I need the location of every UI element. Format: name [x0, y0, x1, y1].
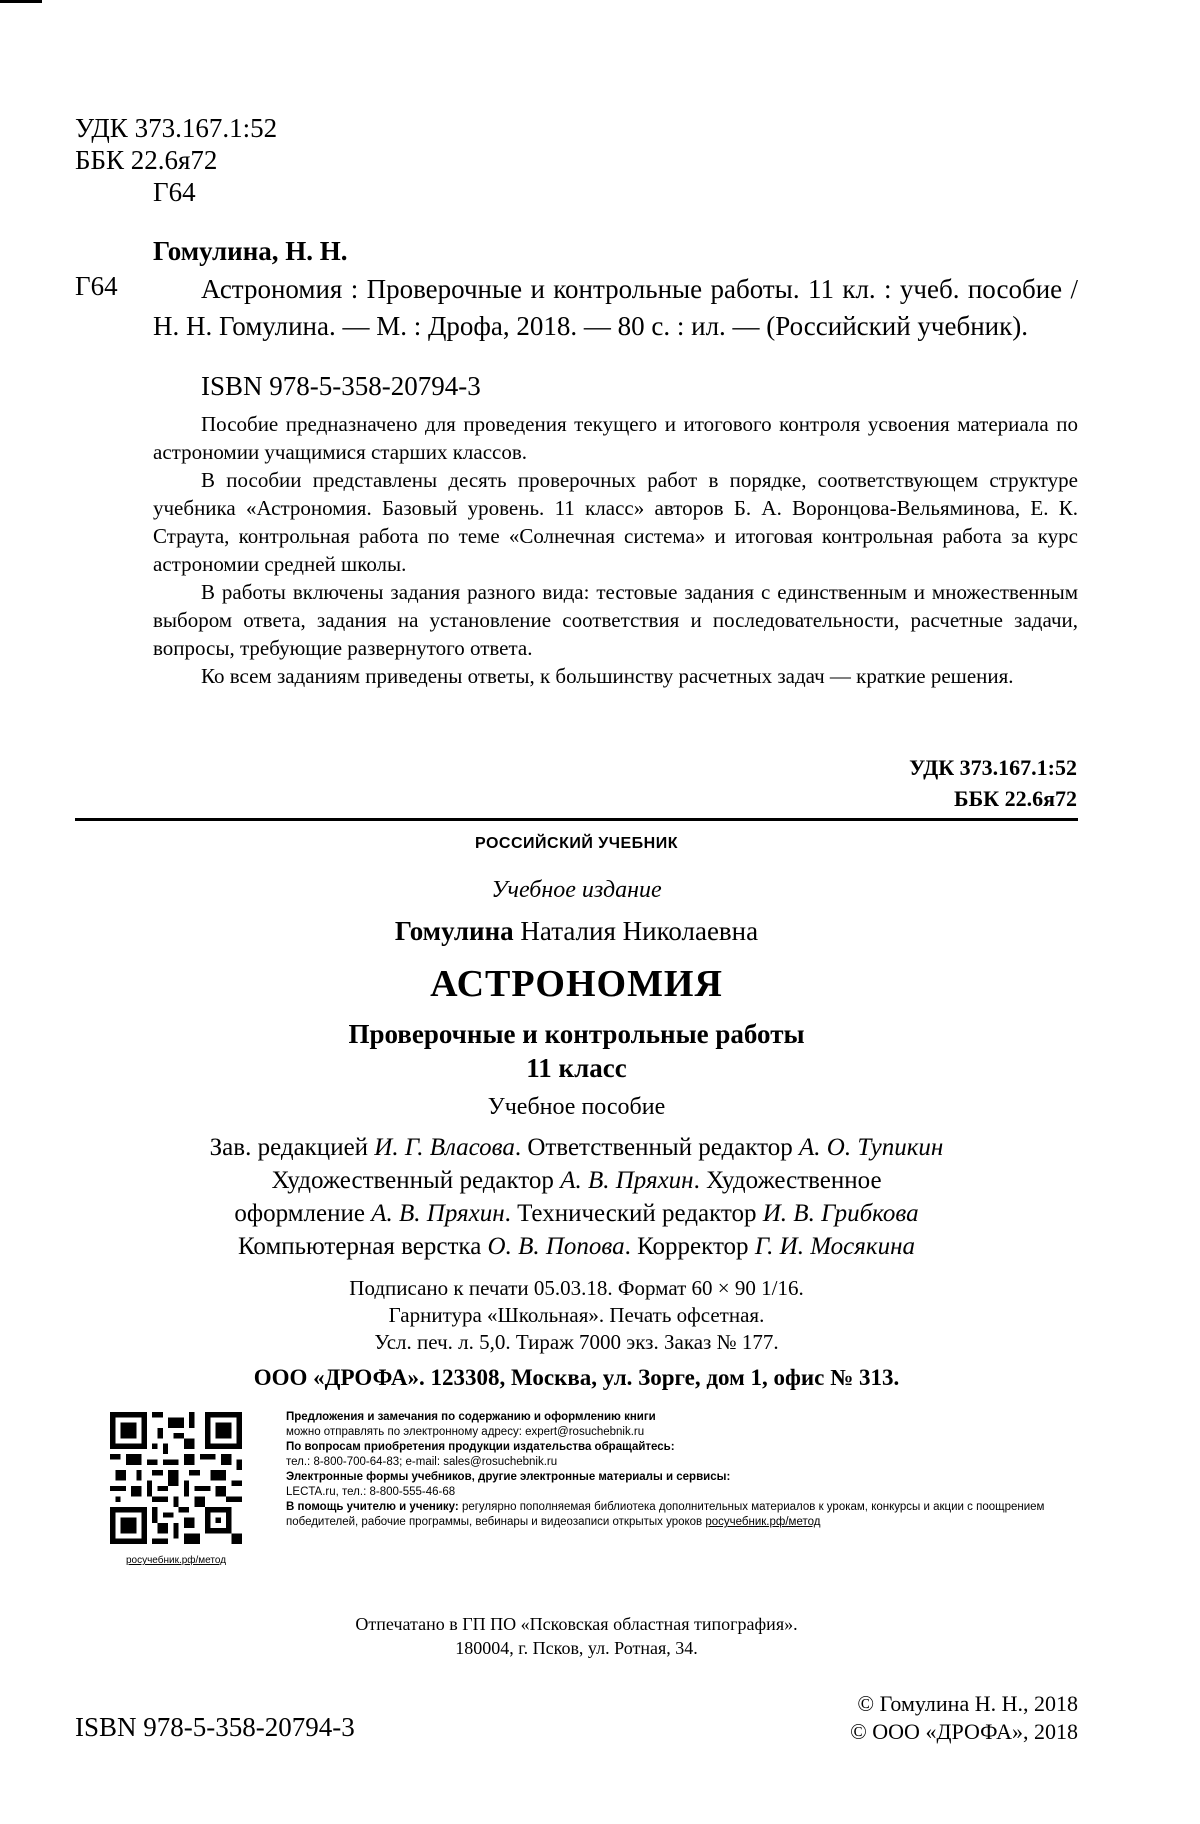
copyright-block	[850, 1690, 1078, 1746]
info-heading: Электронные формы учебников, другие электронные материалы и сервисы:	[286, 1471, 731, 1483]
info-heading: В помощь учителю и ученику:	[286, 1501, 459, 1513]
info-paragraph	[286, 1500, 1076, 1530]
print-line: Усл. печ. л. 5,0. Тираж 7000 экз. Заказ № 177.	[374, 1330, 779, 1354]
credit-role: . Технический редактор	[504, 1200, 763, 1227]
info-line: регулярно пополняемая библиотека дополнительных материалов к урокам, конкурсы и акции с поощрением победителей, рабочие программы, вебинары и видеозаписи открытых уроков	[286, 1501, 1045, 1528]
info-line: LECTA.ru, тел.: 8-800-555-46-68	[286, 1486, 456, 1498]
credit-role: . Корректор	[624, 1233, 755, 1260]
author-given-names: Наталия Николаевна	[520, 916, 759, 946]
info-heading: Предложения и замечания по содержанию и оформлению книги	[286, 1411, 656, 1423]
document-type: Учебное пособие	[487, 1094, 666, 1120]
print-details	[75, 1275, 1078, 1356]
grade-line: 11 класс	[526, 1053, 627, 1083]
abstract-paragraph: Ко всем заданиям приведены ответы, к большинству расчетных задач — краткие решения.	[201, 664, 1014, 688]
info-paragraph	[286, 1410, 1076, 1425]
book-subtitle	[75, 1017, 1078, 1085]
credit-role: оформление	[234, 1200, 372, 1227]
bbk-code-right: ББК 22.6я72	[954, 786, 1077, 811]
catalog-isbn: ISBN 978-5-358-20794-3	[201, 371, 481, 401]
qr-caption-link[interactable]: росучебник.рф/метод	[125, 1555, 227, 1566]
corner-mark	[0, 0, 42, 3]
credit-person: О. В. Попова	[487, 1233, 625, 1260]
credits-line	[75, 1230, 1078, 1263]
abstract-paragraph: В пособии представлены десять проверочных работ в порядке, соответствующем структуре учебника «Астрономия. Базовый уровень. 11 класс» авторов Б. А. Воронцова-Вельяминова, Е. К. Страута, контрольная работа по теме «Солнечная система» и итоговая контрольная работа за курс астрономии средней школы.	[153, 468, 1078, 576]
credit-person: И. В. Грибкова	[762, 1200, 919, 1227]
credits-line	[75, 1197, 1078, 1230]
printer-info	[75, 1612, 1078, 1660]
subtitle-line: Проверочные и контрольные работы	[348, 1019, 805, 1049]
info-line: можно отправлять по электронному адресу: expert@rosuchebnik.ru	[286, 1426, 645, 1438]
author-surname: Гомулина	[394, 916, 514, 946]
udk-code: УДК 373.167.1:52	[75, 113, 278, 143]
description-text: Астрономия : Проверочные и контрольные работы. 11 кл. : учеб. пособие / Н. Н. Гомулина. — М. : Дрофа, 2018. — 80 с. : ил. — (Российский учебник).	[153, 274, 1078, 341]
contact-info	[286, 1410, 1076, 1530]
abstract-paragraph: В работы включены задания разного вида: тестовые задания с единственным и множественным выбором ответа, задания на установление соответствия и последовательности, расчетные задачи, вопросы, требующие развернутого ответа.	[153, 580, 1078, 660]
publisher-address: ООО «ДРОФА». 123308, Москва, ул. Зорге, дом 1, офис № 313.	[253, 1365, 900, 1390]
print-line: Подписано к печати 05.03.18. Формат 60 × 90 1/16.	[349, 1276, 804, 1300]
info-paragraph	[286, 1470, 1076, 1485]
credit-person: Г. И. Мосякина	[754, 1233, 915, 1260]
abstract-paragraph: Пособие предназначено для проведения текущего и итогового контроля усвоения материала по астрономии учащимися старших классов.	[153, 412, 1078, 464]
credit-role: . Художественное	[693, 1167, 882, 1194]
edition-type: Учебное издание	[491, 877, 662, 903]
bibliographic-description	[153, 271, 1078, 345]
udk-code-right: УДК 373.167.1:52	[909, 755, 1077, 780]
credit-person: А. В. Пряхин	[560, 1167, 694, 1194]
udk-block	[75, 112, 277, 208]
catalog-author: Гомулина, Н. Н.	[153, 236, 348, 266]
printer-line: 180004, г. Псков, ул. Ротная, 34.	[455, 1638, 698, 1658]
info-line: тел.: 8-800-700-64-83; e-mail: sales@rosuchebnik.ru	[286, 1456, 558, 1468]
book-title: АСТРОНОМИЯ	[430, 963, 723, 1005]
credits-line	[75, 1164, 1078, 1197]
credit-role: Художественный редактор	[271, 1167, 561, 1194]
credit-person: И. Г. Власова	[374, 1134, 515, 1161]
divider	[75, 818, 1078, 821]
copyright-line: © ООО «ДРОФА», 2018	[850, 1719, 1078, 1744]
author-sign: Г64	[153, 177, 196, 207]
info-paragraph	[286, 1440, 1076, 1455]
author-full-name	[75, 916, 1078, 947]
print-line: Гарнитура «Школьная». Печать офсетная.	[388, 1303, 765, 1327]
udk-right-block	[909, 752, 1077, 814]
info-heading: По вопросам приобретения продукции издательства обращайтесь:	[286, 1441, 675, 1453]
credit-role: Зав. редакцией	[209, 1134, 375, 1161]
isbn-bottom: ISBN 978-5-358-20794-3	[75, 1712, 355, 1742]
catalog-sign: Г64	[75, 271, 118, 301]
credit-role: Компьютерная верстка	[238, 1233, 488, 1260]
credit-role: . Ответственный редактор	[514, 1134, 799, 1161]
bbk-code: ББК 22.6я72	[75, 145, 218, 175]
printer-line: Отпечатано в ГП ПО «Псковская областная типография».	[355, 1614, 798, 1634]
credit-person: А. О. Тупикин	[799, 1134, 944, 1161]
series-name: РОССИЙСКИЙ УЧЕБНИК	[475, 835, 678, 852]
method-link[interactable]: росучебник.рф/метод	[705, 1516, 821, 1528]
copyright-line: © Гомулина Н. Н., 2018	[857, 1691, 1078, 1716]
credit-person: А. В. Пряхин	[371, 1200, 505, 1227]
abstract	[153, 410, 1078, 690]
qr-code-icon[interactable]	[110, 1412, 242, 1544]
editorial-credits	[75, 1131, 1078, 1263]
credits-line	[75, 1131, 1078, 1164]
